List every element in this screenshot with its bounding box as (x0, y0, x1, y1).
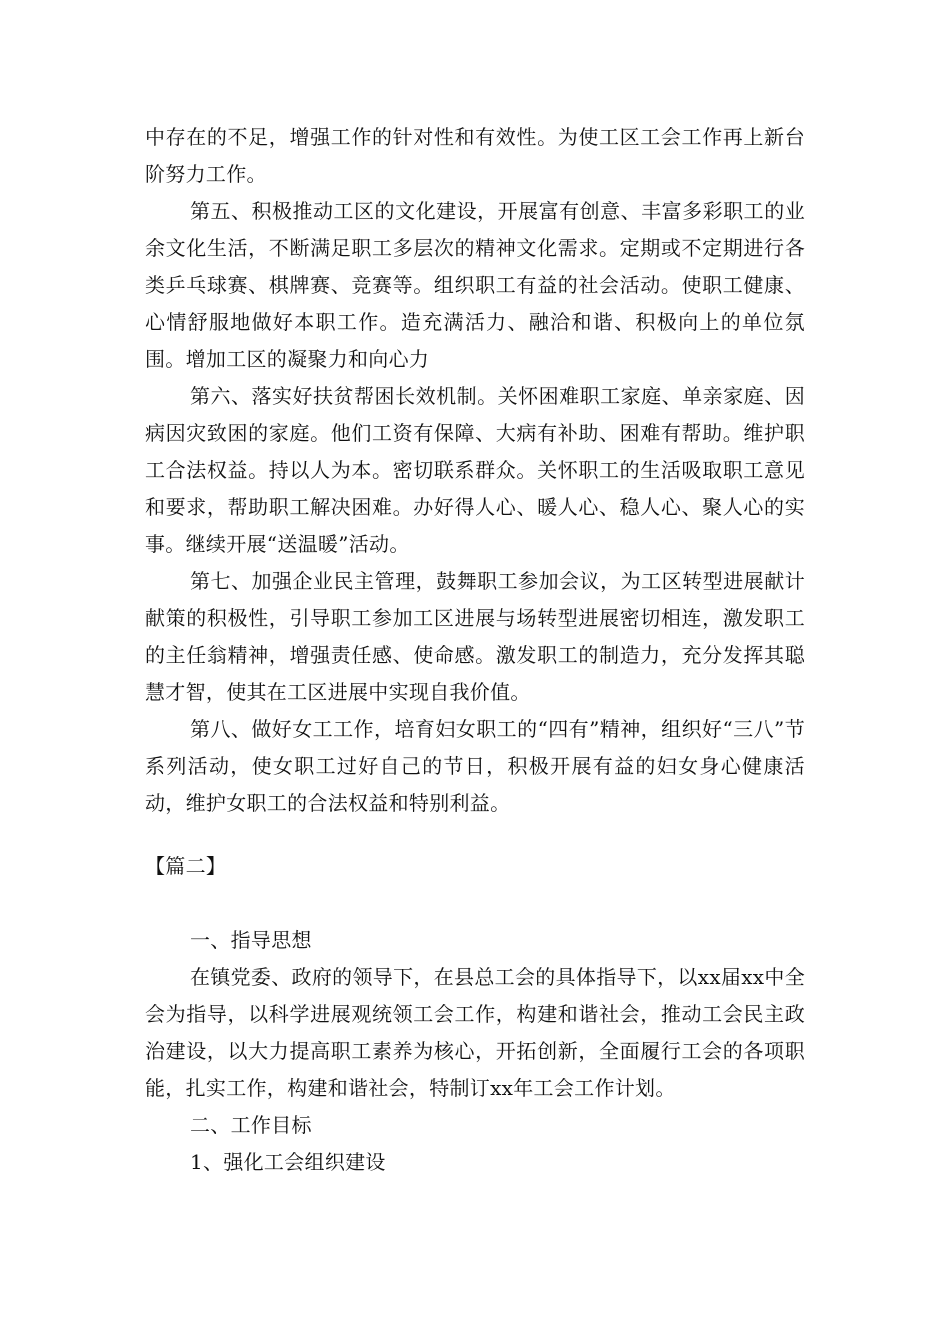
paragraph-item-8 (145, 711, 805, 822)
paragraph-text: 第五、积极推动工区的文化建设，开展富有创意、丰富多彩职工的业余文化生活，不断满足职工多层次的精神文化需求。定期或不定期进行各类乒乓球赛、棋牌赛、竞赛等。组织职工有益的社会活动。使职工健康、心情舒服地做好本职工作。造充满活力、融洽和谐、积极向上的单位氛围。增加工区的凝聚力和向心力 (145, 199, 805, 371)
heading-work-goals (145, 1107, 805, 1144)
paragraph-text: 中存在的不足，增强工作的针对性和有效性。为使工区工会工作再上新台阶努力工作。 (145, 125, 805, 186)
paragraph-text: 第六、落实好扶贫帮困长效机制。关怀困难职工家庭、单亲家庭、因病因灾致困的家庭。他们工资有保障、大病有补助、困难有帮助。维护职工合法权益。持以人为本。密切联系群众。关怀职工的生活吸取职工意见和要求，帮助职工解决困难。办好得人心、暖人心、稳人心、聚人心的实事。继续开展“送温暖”活动。 (145, 384, 805, 556)
section-title (145, 848, 805, 885)
paragraph-guiding-thought (145, 959, 805, 1107)
paragraph-continued (145, 119, 805, 193)
heading-text: 二、工作目标 (190, 1113, 312, 1137)
paragraph-item-7 (145, 563, 805, 711)
heading-text: 一、指导思想 (190, 928, 312, 952)
paragraph-item-6 (145, 378, 805, 563)
section-title-text: 【篇二】 (145, 854, 227, 878)
heading-guiding-thought (145, 922, 805, 959)
list-item-1 (145, 1144, 805, 1181)
paragraph-item-5 (145, 193, 805, 378)
paragraph-text: 第八、做好女工工作，培育妇女职工的“四有”精神，组织好“三八”节系列活动，使女职工过好自己的节日，积极开展有益的妇女身心健康活动，维护女职工的合法权益和特别利益。 (145, 717, 805, 815)
paragraph-text: 在镇党委、政府的领导下，在县总工会的具体指导下，以xx届xx中全会为指导，以科学进展观统领工会工作，构建和谐社会，推动工会民主政治建设，以大力提高职工素养为核心，开拓创新，全面履行工会的各项职能，扎实工作，构建和谐社会，特制订xx年工会工作计划。 (145, 965, 805, 1100)
list-item-text: 1、强化工会组织建设 (190, 1150, 386, 1174)
paragraph-text: 第七、加强企业民主管理，鼓舞职工参加会议，为工区转型进展献计献策的积极性，引导职工参加工区进展与场转型进展密切相连，激发职工的主任翁精神，增强责任感、使命感。激发职工的制造力，充分发挥其聪慧才智，使其在工区进展中实现自我价值。 (145, 569, 805, 704)
